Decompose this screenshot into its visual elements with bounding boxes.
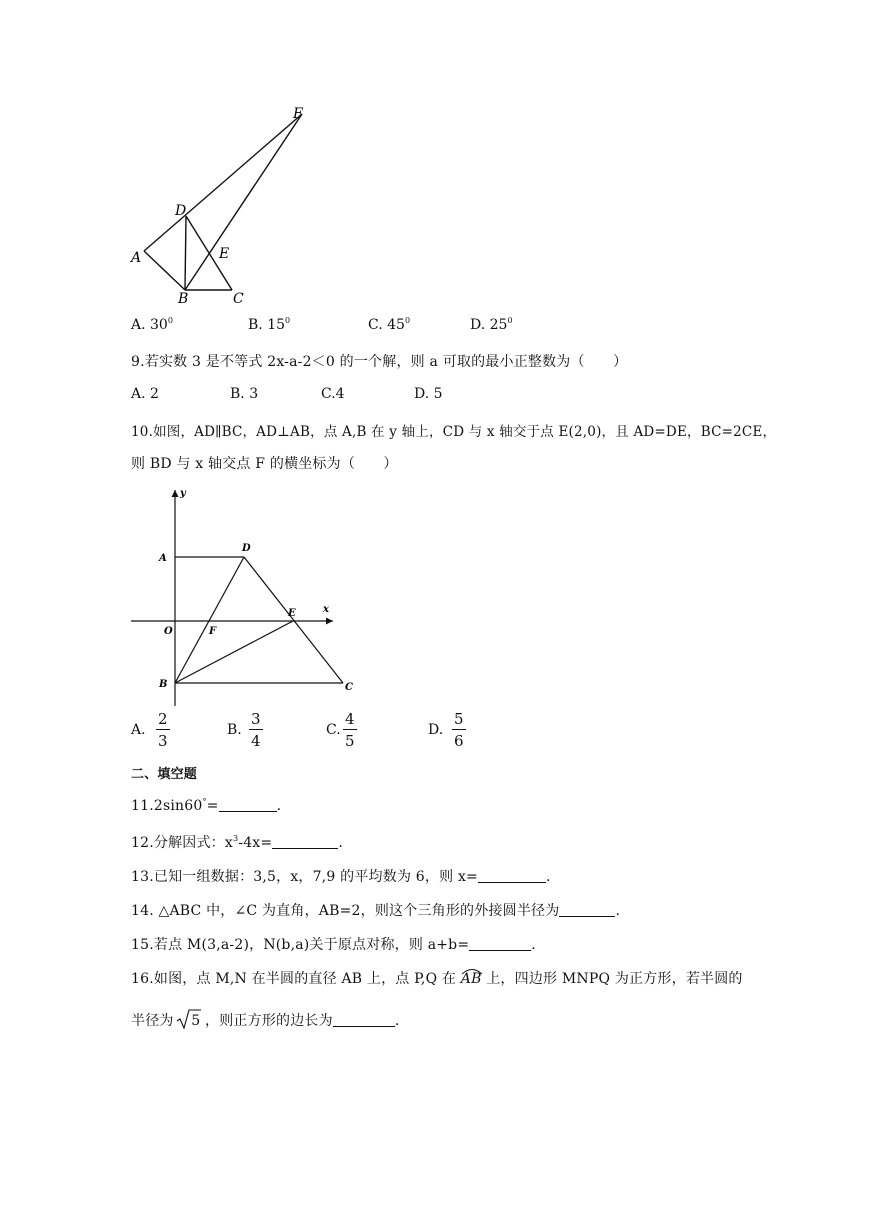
label-a: A	[159, 553, 167, 564]
figure-triangles	[125, 100, 325, 310]
q11-answer-blank[interactable]	[219, 797, 277, 812]
label-b: B	[178, 291, 189, 307]
label-e: E	[219, 246, 230, 262]
sqrt-five: 5	[178, 1013, 200, 1029]
label-a: A	[131, 250, 142, 266]
label-o: O	[164, 626, 173, 637]
q8-option-b: B. $15^0$	[248, 316, 291, 333]
q10-option-c-fraction: $\frac{4}{5}$	[345, 710, 355, 750]
label-c: C	[233, 291, 244, 307]
q9-option-b: B. 3	[230, 386, 259, 402]
label-e: E	[288, 608, 296, 619]
q15-question: 15.若点 M(3,a-2)，N(b,a)关于原点对称，则 a+b= .	[131, 937, 536, 953]
label-d: D	[242, 543, 251, 554]
q11-question: 11.2sin60°= .	[131, 797, 282, 814]
q10-option-a-label: A.	[131, 722, 146, 738]
q8-option-a: A. $30^0$	[131, 316, 173, 333]
segment-dc	[244, 557, 343, 683]
segment-af	[144, 114, 302, 251]
q9-question: 9.若实数 3 是不等式 2x-a-2＜0 的一个解，则 a 可取的最小正整数为（ ）	[131, 354, 628, 370]
q10-option-a-fraction: $\frac{2}{3}$	[158, 710, 168, 750]
label-f: F	[293, 106, 303, 122]
segment-db	[185, 216, 186, 290]
q10-option-b-fraction: $\frac{3}{4}$	[251, 710, 261, 750]
q10-question-line1: 10.如图，AD∥BC，AD⊥AB，点 A,B 在 y 轴上，CD 与 x 轴交于点 E(2,0)，且 AD=DE，BC=2CE，	[131, 424, 777, 440]
segment-be	[175, 621, 293, 683]
q14-answer-blank[interactable]	[559, 902, 615, 917]
segment-ab	[144, 251, 185, 290]
q10-question-line2: 则 BD 与 x 轴交点 F 的横坐标为（ ）	[131, 456, 398, 472]
label-x: x	[323, 604, 329, 615]
q10-option-d-fraction: $\frac{5}{6}$	[454, 710, 464, 750]
q8-option-c: C. $45^0$	[368, 316, 411, 333]
q15-answer-blank[interactable]	[469, 936, 531, 951]
q13-question: 13.已知一组数据：3,5，x，7,9 的平均数为 6，则 x= .	[131, 869, 551, 885]
label-d: D	[175, 203, 187, 219]
q9-option-a: A. 2	[131, 386, 159, 402]
q9-option-c: C.4	[321, 386, 345, 402]
q14-question: 14. △ABC 中，∠C 为直角，AB=2，则这个三角形的外接圆半径为 .	[131, 903, 621, 919]
q10-option-d-label: D.	[428, 722, 444, 738]
figure-coordinate	[125, 480, 365, 710]
q8-option-d: D. $25^0$	[470, 316, 513, 333]
q16-question-line2: 半径为 5 ，则正方形的边长为 .	[131, 1010, 400, 1030]
segment-bd	[175, 557, 244, 683]
q10-option-c-label: C.	[326, 722, 341, 738]
label-f: F	[209, 626, 217, 637]
label-y: y	[180, 488, 186, 499]
q12-question: 12.分解因式：$x^3-4x=$ .	[131, 834, 343, 851]
q12-answer-blank[interactable]	[272, 834, 338, 849]
q16-answer-blank[interactable]	[333, 1012, 395, 1027]
q9-option-d: D. 5	[414, 386, 443, 402]
q16-question-line1: 16.如图，点 M,N 在半圆的直径 AB 上，点 P,Q 在 AB 上，四边形 MNPQ 为正方形，若半圆的	[131, 971, 743, 987]
label-c: C	[345, 682, 353, 693]
section-heading-fill-in: 二、填空题	[131, 767, 198, 782]
q13-answer-blank[interactable]	[478, 868, 546, 883]
q10-option-b-label: B.	[227, 722, 242, 738]
arc-ab: AB	[460, 971, 482, 987]
label-b: B	[159, 679, 168, 690]
segment-bf	[185, 114, 302, 290]
